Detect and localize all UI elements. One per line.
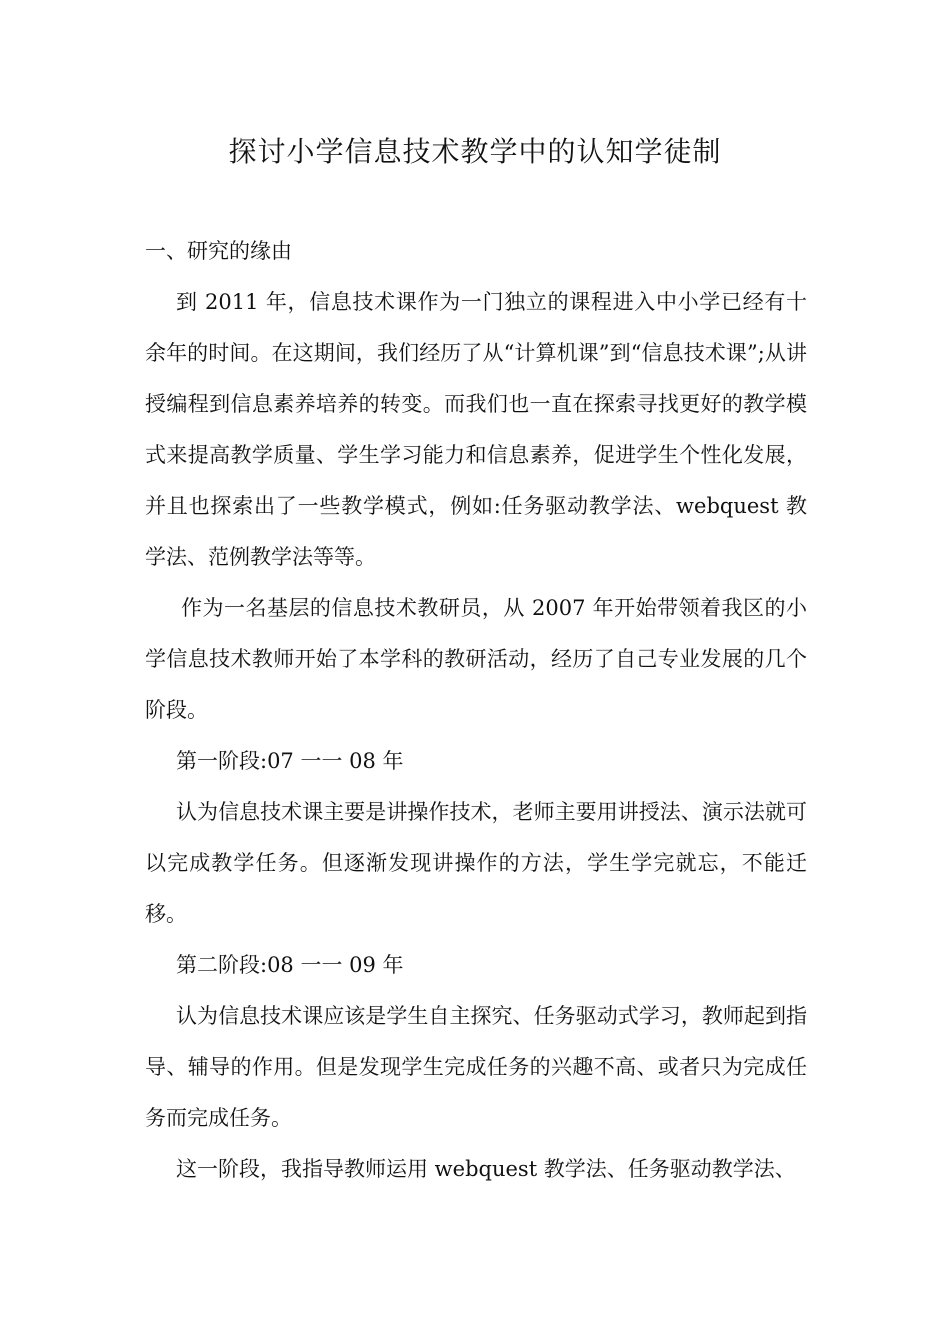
paragraph: 认为信息技术课应该是学生自主探究、任务驱动式学习，教师起到指导、辅导的作用。但是发现学生完成任务的兴趣不高、或者只为完成任务而完成任务。 — [145, 1004, 807, 1130]
paragraph: 这一阶段，我指导教师运用 webquest 教学法、任务驱动教学法、 — [176, 1157, 796, 1181]
stage-heading: 第二阶段:08 一一 09 年 — [176, 953, 404, 977]
document-body — [145, 226, 807, 1195]
stage-heading: 第一阶段:07 一一 08 年 — [176, 749, 404, 773]
paragraph: 到 2011 年，信息技术课作为一门独立的课程进入中小学已经有十余年的时间。在这期间，我们经历了从“计算机课”到“信息技术课”;从讲授编程到信息素养培养的转变。而我们也一直在探索寻找更好的教学模式来提高教学质量、学生学习能力和信息素养，促进学生个性化发展，并且也探索出了一些教学模式，例如:任务驱动教学法、webquest 教学法、范例教学法等等。 — [145, 290, 807, 569]
paragraph: 认为信息技术课主要是讲操作技术，老师主要用讲授法、演示法就可以完成教学任务。但逐渐发现讲操作的方法，学生学完就忘，不能迁移。 — [145, 800, 807, 926]
document-title: 探讨小学信息技术教学中的认知学徒制 — [228, 135, 722, 168]
section-heading: 一、研究的缘由 — [145, 239, 292, 263]
paragraph: 作为一名基层的信息技术教研员，从 2007 年开始带领着我区的小学信息技术教师开始了本学科的教研活动，经历了自己专业发展的几个阶段。 — [145, 596, 807, 722]
